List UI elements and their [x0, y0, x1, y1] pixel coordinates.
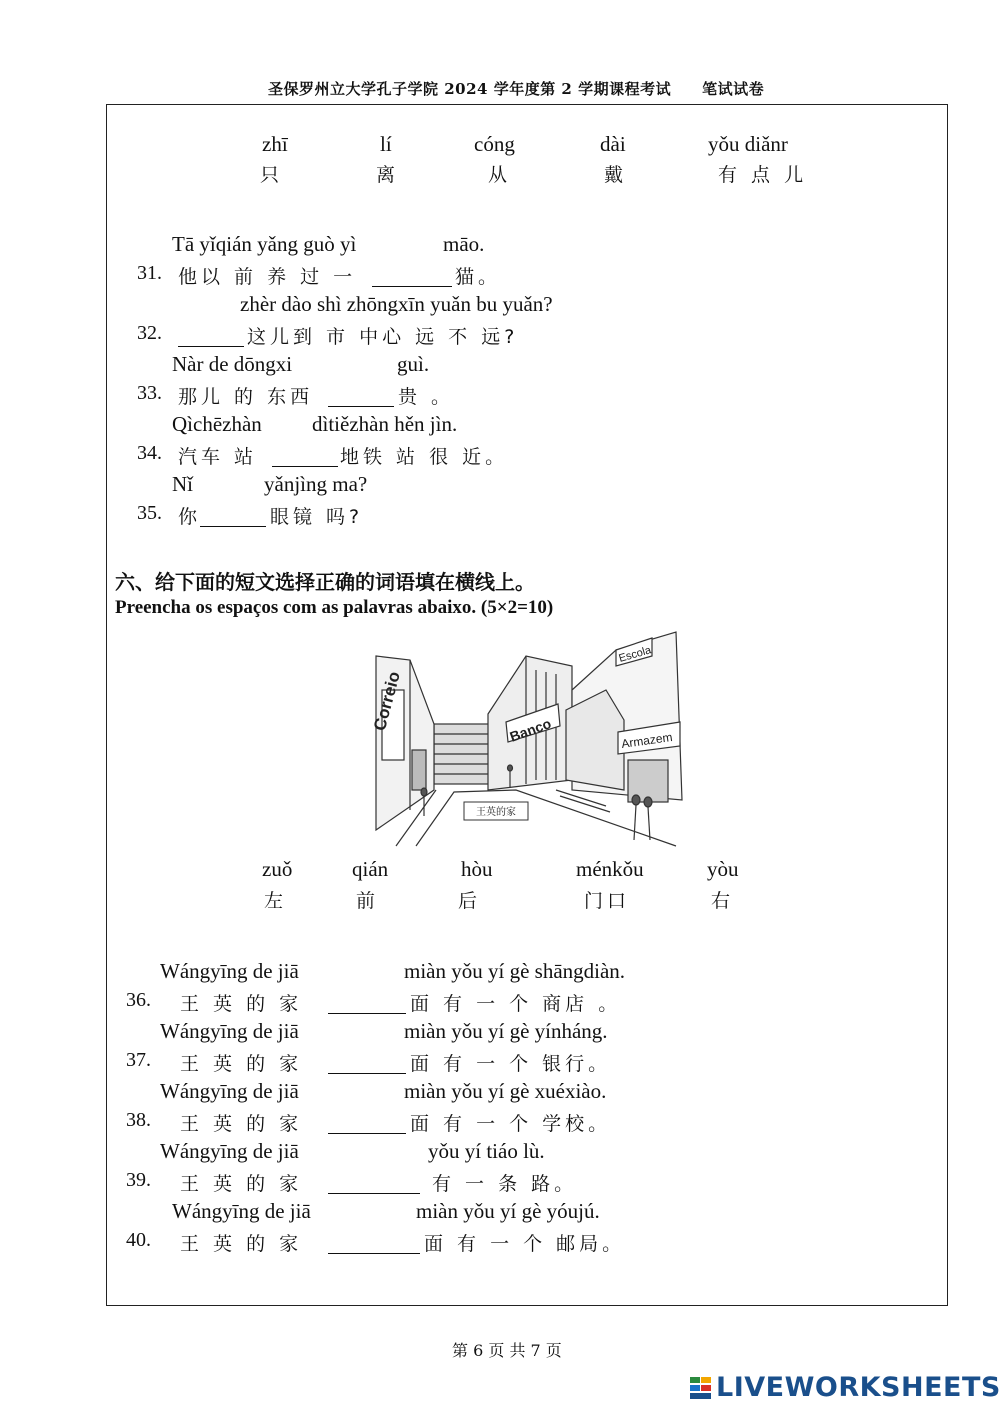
hanzi-after: 面 有 一 个 银行。: [410, 1053, 612, 1075]
answer-blank[interactable]: [372, 266, 452, 287]
answer-blank[interactable]: [328, 1173, 420, 1194]
question-number: 37.: [126, 1049, 151, 1071]
liveworksheets-logo: [690, 1372, 1001, 1403]
answer-blank[interactable]: [328, 993, 406, 1014]
answer-blank[interactable]: [328, 1113, 406, 1134]
word-bank-hanzi: 戴: [604, 164, 628, 186]
answer-blank[interactable]: [200, 506, 266, 527]
pinyin-before: Wángyīng de jiā: [160, 959, 299, 983]
pinyin-before: Wángyīng de jiā: [160, 1079, 299, 1103]
word-bank-hanzi: 门口: [584, 890, 631, 912]
word-bank-pinyin: zuǒ: [262, 857, 293, 881]
question-number: 36.: [126, 989, 151, 1011]
liveworksheets-icon: [690, 1377, 712, 1399]
word-bank-hanzi: 有 点 儿: [718, 164, 808, 186]
answer-blank[interactable]: [328, 1053, 406, 1074]
exam-header: 圣保罗州立大学孔子学院 2024 学年度第 2 学期课程考试 笔试试卷: [268, 80, 765, 98]
answer-blank[interactable]: [272, 446, 338, 467]
section-6-subtitle: Preencha os espaços com as palavras abaixo. (5×2=10): [115, 597, 554, 618]
sign-correio: Correio: [369, 669, 404, 733]
word-bank-pinyin: lí: [380, 132, 392, 156]
logo-text: LIVEWORKSHEETS: [716, 1372, 1001, 1403]
word-bank-hanzi: 离: [376, 164, 400, 186]
section-6-title: 六、给下面的短文选择正确的词语填在横线上。: [115, 570, 535, 594]
hanzi-before: 汽车 站: [178, 446, 258, 468]
hanzi-before: 王 英 的 家: [180, 1173, 303, 1195]
pinyin-after: miàn yǒu yí gè yóujú.: [416, 1199, 600, 1223]
pinyin-after: yǒu yí tiáo lù.: [428, 1139, 545, 1163]
pinyin-after: dìtiězhàn hěn jìn.: [312, 412, 458, 436]
hanzi-before: 他以 前 养 过 一: [178, 266, 357, 288]
word-bank-hanzi: 只: [260, 164, 284, 186]
hanzi-after: 贵 。: [398, 386, 455, 408]
word-bank-hanzi: 右: [711, 890, 735, 912]
street-illustration: [369, 630, 684, 846]
hanzi-after: 面 有 一 个 商店 。: [410, 993, 622, 1015]
word-bank-hanzi: 左: [264, 890, 288, 912]
question-number: 38.: [126, 1109, 151, 1131]
word-bank-pinyin: qián: [352, 857, 389, 881]
hanzi-before: 那儿 的 东西: [178, 386, 314, 408]
question-number: 33.: [137, 382, 162, 404]
pinyin-before: Qìchēzhàn: [172, 412, 262, 436]
page-number: 第 6 页 共 7 页: [452, 1341, 562, 1360]
hanzi-after: 眼镜 吗?: [270, 506, 364, 528]
word-bank-pinyin: yǒu diǎnr: [708, 132, 788, 156]
hanzi-before: 王 英 的 家: [180, 1233, 303, 1255]
word-bank-pinyin: hòu: [461, 857, 493, 881]
answer-blank[interactable]: [178, 326, 244, 347]
pinyin-before: Nǐ: [172, 472, 193, 496]
pinyin-before: Wángyīng de jiā: [160, 1019, 299, 1043]
word-bank-pinyin: zhī: [262, 132, 288, 156]
pinyin-after: zhèr dào shì zhōngxīn yuǎn bu yuǎn?: [240, 292, 553, 316]
word-bank-pinyin: ménkǒu: [576, 857, 644, 881]
hanzi-before: 你: [178, 506, 202, 528]
pinyin-before: Wángyīng de jiā: [160, 1139, 299, 1163]
word-bank-hanzi: 前: [356, 890, 380, 912]
pinyin-before: Nàr de dōngxi: [172, 352, 293, 376]
hanzi-after: 面 有 一 个 学校。: [410, 1113, 612, 1135]
sign-home: 王英的家: [476, 807, 516, 818]
pinyin-after: miàn yǒu yí gè yínháng.: [404, 1019, 608, 1043]
word-bank-pinyin: cóng: [474, 132, 515, 156]
hanzi-after: 猫。: [455, 266, 502, 288]
sign-banco: Banco: [507, 715, 554, 745]
pinyin-before: Tā yǐqián yǎng guò yì: [172, 232, 357, 256]
pinyin-after: miàn yǒu yí gè shāngdiàn.: [404, 959, 626, 983]
hanzi-before: 王 英 的 家: [180, 993, 303, 1015]
word-bank-pinyin: yòu: [707, 857, 739, 881]
pinyin-after: guì.: [397, 352, 430, 376]
question-number: 32.: [137, 322, 162, 344]
word-bank-hanzi: 后: [458, 890, 482, 912]
hanzi-before: 王 英 的 家: [180, 1113, 303, 1135]
answer-blank[interactable]: [328, 386, 394, 407]
hanzi-after: 这儿到 市 中心 远 不 远?: [247, 326, 519, 348]
pinyin-before: Wángyīng de jiā: [172, 1199, 311, 1223]
pinyin-after: yǎnjìng ma?: [264, 472, 368, 496]
word-bank-hanzi: 从: [488, 164, 512, 186]
pinyin-after: māo.: [443, 232, 485, 256]
question-number: 40.: [126, 1229, 151, 1251]
sign-escola: Escola: [617, 644, 653, 665]
question-number: 34.: [137, 442, 162, 464]
question-number: 31.: [137, 262, 162, 284]
sign-armazem: Armazem: [620, 729, 674, 751]
hanzi-after: 有 一 条 路。: [432, 1173, 578, 1195]
word-bank-pinyin: dài: [600, 132, 626, 156]
question-number: 39.: [126, 1169, 151, 1191]
hanzi-before: 王 英 的 家: [180, 1053, 303, 1075]
answer-blank[interactable]: [328, 1233, 420, 1254]
hanzi-after: 面 有 一 个 邮局。: [424, 1233, 626, 1255]
question-number: 35.: [137, 502, 162, 524]
pinyin-after: miàn yǒu yí gè xuéxiào.: [404, 1079, 607, 1103]
hanzi-after: 地铁 站 很 近。: [340, 446, 509, 468]
